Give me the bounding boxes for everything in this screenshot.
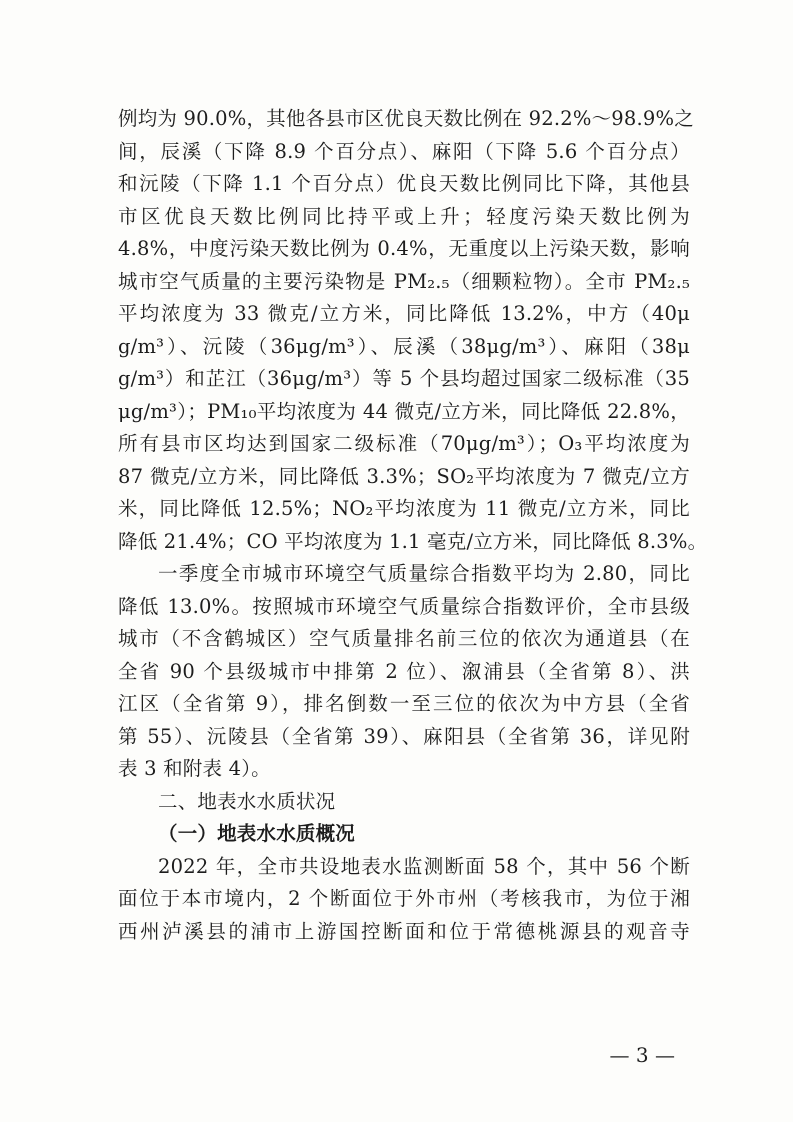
text-line: 表 3 和附表 4）。 [118,757,271,780]
text-line: μg/m³）；PM₁₀平均浓度为 44 微克/立方米，同比降低 22.8%， [118,399,690,423]
text-line: g/m³）、沅陵（36μg/m³）、辰溪（38μg/m³）、麻阳（38μ [118,334,690,358]
text-line: 例均为 90.0%，其他各县市区优良天数比例在 92.2%～98.9%之 [118,107,694,130]
text-line: 87 微克/立方米，同比降低 3.3%；SO₂平均浓度为 7 微克/立方 [118,464,690,488]
paragraph-start-line: 一季度全市城市环境空气质量综合指数平均为 2.80，同比 [158,562,690,585]
text-line: 降低 13.0%。按照城市环境空气质量综合指数评价，全市县级 [118,594,690,618]
section-heading: 二、地表水水质状况 [158,789,336,813]
text-line: 全省 90 个县级城市中排第 2 位）、溆浦县（全省第 8）、洪 [118,659,690,683]
text-line: 间，辰溪（下降 8.9 个百分点）、麻阳（下降 5.6 个百分点） [118,139,690,163]
text-line: 江区（全省第 9），排名倒数一至三位的依次为中方县（全省 [118,692,690,715]
paragraph-start-line: 2022 年，全市共设地表水监测断面 58 个，其中 56 个断 [158,854,690,878]
text-line: 第 55）、沅陵县（全省第 39）、麻阳县（全省第 36，详见附 [118,724,690,748]
text-line: 西州泸溪县的浦市上游国控断面和位于常德桃源县的观音寺 [118,919,690,943]
text-line: g/m³）和芷江（36μg/m³）等 5 个县均超过国家二级标准（35 [118,367,690,390]
page-number: — 3 — [609,1043,675,1067]
text-line: 城市（不含鹤城区）空气质量排名前三位的依次为通道县（在 [118,627,690,650]
text-line: 城市空气质量的主要污染物是 PM₂.₅（细颗粒物）。全市 PM₂.₅ [118,269,690,293]
text-line: 市区优良天数比例同比持平或上升；轻度污染天数比例为 [118,204,690,228]
body-text [118,103,708,948]
text-line: 4.8%，中度污染天数比例为 0.4%，无重度以上污染天数，影响 [118,237,690,260]
text-line: 所有县市区均达到国家二级标准（70μg/m³）；O₃平均浓度为 [118,432,690,455]
text-line: 米，同比降低 12.5%；NO₂平均浓度为 11 微克/立方米，同比 [118,497,690,520]
text-line: 面位于本市境内，2 个断面位于外市州（考核我市，为位于湘 [118,887,690,910]
text-line: 和沅陵（下降 1.1 个百分点）优良天数比例同比下降，其他县 [118,172,690,195]
text-line: 降低 21.4%；CO 平均浓度为 1.1 毫克/立方米，同比降低 8.3%。 [118,529,708,553]
subsection-heading: （一）地表水水质概况 [158,822,356,845]
text-line: 平均浓度为 33 微克/立方米，同比降低 13.2%，中方（40μ [118,302,690,325]
